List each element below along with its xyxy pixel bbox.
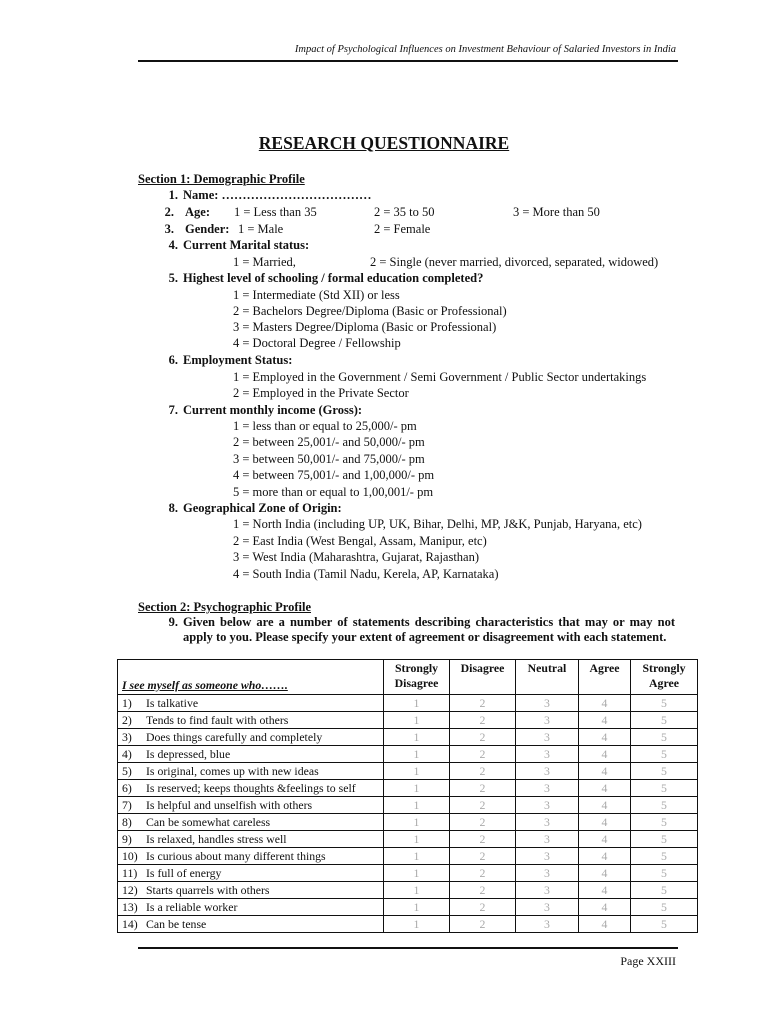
rating-option-2[interactable]: 2: [450, 865, 516, 882]
q5-option-1: 1 = Intermediate (Std XII) or less: [233, 288, 400, 302]
statement-number: 1): [122, 695, 132, 710]
rating-option-4[interactable]: 4: [579, 831, 631, 848]
rating-option-3[interactable]: 3: [516, 746, 579, 763]
rating-option-1[interactable]: 1: [384, 848, 450, 865]
col-agree: Agree: [579, 660, 631, 695]
rating-option-1[interactable]: 1: [384, 865, 450, 882]
q5-number: 5.: [168, 271, 178, 285]
statement-text: Is relaxed, handles stress well: [146, 831, 287, 846]
q4-number: 4.: [168, 238, 178, 252]
table-row: [118, 712, 698, 729]
statement-number: 5): [122, 763, 132, 778]
rating-option-5[interactable]: 5: [631, 831, 698, 848]
rating-option-2[interactable]: 2: [450, 899, 516, 916]
q7-option-4: 4 = between 75,001/- and 1,00,000/- pm: [233, 468, 435, 482]
table-row: [118, 865, 698, 882]
table-row: [118, 916, 698, 933]
rating-option-2[interactable]: 2: [450, 712, 516, 729]
statement-cell: [118, 899, 384, 916]
section-1-heading: Section 1: Demographic Profile: [138, 172, 305, 186]
rating-option-4[interactable]: 4: [579, 882, 631, 899]
col-strongly-disagree: Strongly Disagree: [384, 660, 450, 695]
q1-name-label: Name: ………………………………: [183, 188, 372, 202]
rating-option-3[interactable]: 3: [516, 848, 579, 865]
statement-text: Can be somewhat careless: [146, 814, 271, 829]
statement-number: 6): [122, 780, 132, 795]
rating-option-3[interactable]: 3: [516, 865, 579, 882]
statement-number: 9): [122, 831, 132, 846]
q7-option-3: 3 = between 50,001/- and 75,000/- pm: [233, 452, 425, 466]
rating-option-1[interactable]: 1: [384, 746, 450, 763]
statement-stem: I see myself as someone who…….: [118, 660, 384, 695]
rating-option-1[interactable]: 1: [384, 797, 450, 814]
rating-option-4[interactable]: 4: [579, 797, 631, 814]
page-number: Page XXIII: [620, 954, 676, 968]
rating-option-3[interactable]: 3: [516, 797, 579, 814]
q2-age-label: Age:: [185, 205, 210, 219]
q8-number: 8.: [168, 501, 178, 515]
table-row: [118, 848, 698, 865]
table-header-row: [118, 660, 698, 695]
col-strongly-agree: Strongly Agree: [631, 660, 698, 695]
rating-option-4[interactable]: 4: [579, 848, 631, 865]
statement-text: Is full of energy: [146, 865, 222, 880]
statement-text: Does things carefully and completely: [146, 729, 323, 744]
rating-option-2[interactable]: 2: [450, 831, 516, 848]
rating-option-3[interactable]: 3: [516, 780, 579, 797]
rating-option-2[interactable]: 2: [450, 729, 516, 746]
q8-option-2: 2 = East India (West Bengal, Assam, Manipur, etc): [233, 534, 487, 548]
statement-cell: [118, 763, 384, 780]
table-row: [118, 797, 698, 814]
rating-option-3[interactable]: 3: [516, 695, 579, 712]
rating-option-3[interactable]: 3: [516, 916, 579, 933]
rating-option-4[interactable]: 4: [579, 780, 631, 797]
table-row: [118, 882, 698, 899]
rating-option-4[interactable]: 4: [579, 899, 631, 916]
document-title: RESEARCH QUESTIONNAIRE: [258, 133, 510, 153]
statement-cell: [118, 882, 384, 899]
rating-option-5[interactable]: 5: [631, 763, 698, 780]
rating-option-4[interactable]: 4: [579, 729, 631, 746]
rating-option-2[interactable]: 2: [450, 695, 516, 712]
q9-instructions: Given below are a number of statements describing characteristics that may or may not apply to you. Please specify your extent of agreement or disagreement with each statement.: [183, 615, 675, 644]
statement-text: Starts quarrels with others: [146, 882, 270, 897]
q5-option-4: 4 = Doctoral Degree / Fellowship: [233, 336, 401, 350]
table-row: [118, 899, 698, 916]
rating-option-3[interactable]: 3: [516, 712, 579, 729]
rating-option-5[interactable]: 5: [631, 780, 698, 797]
rating-option-5[interactable]: 5: [631, 916, 698, 933]
statement-number: 3): [122, 729, 132, 744]
q7-income-label: Current monthly income (Gross):: [183, 403, 363, 417]
q3-gender-label: Gender:: [185, 222, 230, 236]
rating-option-3[interactable]: 3: [516, 763, 579, 780]
running-header: Impact of Psychological Influences on Investment Behaviour of Salaried Investors in India: [294, 44, 676, 55]
statement-cell: [118, 848, 384, 865]
table-row: [118, 729, 698, 746]
statement-number: 12): [122, 882, 138, 897]
statement-number: 7): [122, 797, 132, 812]
rating-option-2[interactable]: 2: [450, 763, 516, 780]
rating-option-1[interactable]: 1: [384, 729, 450, 746]
q4-option-2: 2 = Single (never married, divorced, separated, widowed): [370, 255, 659, 269]
statement-text: Is original, comes up with new ideas: [146, 763, 319, 778]
rating-option-1[interactable]: 1: [384, 695, 450, 712]
statement-cell: [118, 814, 384, 831]
q8-option-1: 1 = North India (including UP, UK, Bihar, Delhi, MP, J&K, Punjab, Haryana, etc): [233, 517, 642, 531]
statement-number: 11): [122, 865, 138, 880]
rating-option-5[interactable]: 5: [631, 797, 698, 814]
statement-text: Is reserved; keeps thoughts &feelings to self: [146, 780, 356, 795]
table-row: [118, 763, 698, 780]
rating-option-5[interactable]: 5: [631, 814, 698, 831]
q8-option-4: 4 = South India (Tamil Nadu, Kerela, AP, Karnataka): [233, 567, 499, 581]
rating-option-1[interactable]: 1: [384, 899, 450, 916]
q2-number: 2.: [164, 205, 174, 219]
statement-text: Tends to find fault with others: [146, 712, 289, 727]
rating-option-5[interactable]: 5: [631, 865, 698, 882]
rating-option-1[interactable]: 1: [384, 814, 450, 831]
rating-option-3[interactable]: 3: [516, 831, 579, 848]
q8-zone-label: Geographical Zone of Origin:: [183, 501, 342, 515]
statement-number: 2): [122, 712, 132, 727]
rating-option-4[interactable]: 4: [579, 712, 631, 729]
rating-option-4[interactable]: 4: [579, 763, 631, 780]
statement-number: 10): [122, 848, 138, 863]
rating-option-2[interactable]: 2: [450, 797, 516, 814]
statement-number: 8): [122, 814, 132, 829]
rating-option-3[interactable]: 3: [516, 729, 579, 746]
q6-number: 6.: [168, 353, 178, 367]
rating-option-2[interactable]: 2: [450, 780, 516, 797]
q3-option-1: 1 = Male: [238, 222, 284, 236]
rating-option-2[interactable]: 2: [450, 848, 516, 865]
rating-option-5[interactable]: 5: [631, 899, 698, 916]
table-row: [118, 814, 698, 831]
statement-text: Can be tense: [146, 916, 207, 931]
rating-option-4[interactable]: 4: [579, 865, 631, 882]
rating-option-4[interactable]: 4: [579, 695, 631, 712]
rating-option-2[interactable]: 2: [450, 746, 516, 763]
rating-option-1[interactable]: 1: [384, 780, 450, 797]
rating-option-1[interactable]: 1: [384, 882, 450, 899]
rating-option-2[interactable]: 2: [450, 814, 516, 831]
q2-option-2: 2 = 35 to 50: [374, 205, 435, 219]
rating-option-4[interactable]: 4: [579, 746, 631, 763]
table-row: [118, 746, 698, 763]
q2-option-3: 3 = More than 50: [513, 205, 600, 219]
q2-option-1: 1 = Less than 35: [234, 205, 317, 219]
rating-option-3[interactable]: 3: [516, 814, 579, 831]
q8-option-3: 3 = West India (Maharashtra, Gujarat, Rajasthan): [233, 550, 480, 564]
statement-cell: [118, 780, 384, 797]
q3-option-2: 2 = Female: [374, 222, 431, 236]
rating-option-4[interactable]: 4: [579, 814, 631, 831]
statement-text: Is helpful and unselfish with others: [146, 797, 313, 812]
q5-education-label: Highest level of schooling / formal education completed?: [183, 271, 484, 285]
q3-number: 3.: [164, 222, 174, 236]
header-divider: [138, 60, 678, 62]
statement-cell: [118, 797, 384, 814]
statement-cell: [118, 916, 384, 933]
rating-option-1[interactable]: 1: [384, 763, 450, 780]
q7-number: 7.: [168, 403, 178, 417]
rating-option-3[interactable]: 3: [516, 882, 579, 899]
col-disagree: Disagree: [450, 660, 516, 695]
rating-option-5[interactable]: 5: [631, 882, 698, 899]
rating-option-5[interactable]: 5: [631, 712, 698, 729]
footer-divider: [138, 947, 678, 949]
statement-cell: [118, 746, 384, 763]
statement-text: Is a reliable worker: [146, 899, 238, 914]
statement-text: Is talkative: [146, 695, 199, 710]
q7-option-1: 1 = less than or equal to 25,000/- pm: [233, 419, 417, 433]
rating-option-1[interactable]: 1: [384, 831, 450, 848]
personality-scale-table: [117, 659, 698, 933]
section-2-heading: Section 2: Psychographic Profile: [138, 600, 312, 614]
rating-option-1[interactable]: 1: [384, 916, 450, 933]
statement-cell: [118, 695, 384, 712]
statement-cell: [118, 729, 384, 746]
table-row: [118, 695, 698, 712]
statement-cell: [118, 712, 384, 729]
q1-number: 1.: [168, 188, 178, 202]
rating-option-1[interactable]: 1: [384, 712, 450, 729]
q5-option-2: 2 = Bachelors Degree/Diploma (Basic or Professional): [233, 304, 507, 318]
table-row: [118, 831, 698, 848]
rating-option-5[interactable]: 5: [631, 746, 698, 763]
q9-number: 9.: [168, 615, 178, 629]
q6-option-2: 2 = Employed in the Private Sector: [233, 386, 409, 400]
rating-option-5[interactable]: 5: [631, 729, 698, 746]
table-row: [118, 780, 698, 797]
q4-marital-label: Current Marital status:: [183, 238, 310, 252]
rating-option-4[interactable]: 4: [579, 916, 631, 933]
q6-option-1: 1 = Employed in the Government / Semi Government / Public Sector undertakings: [233, 370, 647, 384]
statement-text: Is depressed, blue: [146, 746, 231, 761]
rating-option-5[interactable]: 5: [631, 695, 698, 712]
statement-number: 4): [122, 746, 132, 761]
statement-cell: [118, 831, 384, 848]
q5-option-3: 3 = Masters Degree/Diploma (Basic or Professional): [233, 320, 497, 334]
rating-option-5[interactable]: 5: [631, 848, 698, 865]
statement-cell: [118, 865, 384, 882]
q4-option-1: 1 = Married,: [233, 255, 296, 269]
q7-option-5: 5 = more than or equal to 1,00,001/- pm: [233, 485, 434, 499]
rating-option-3[interactable]: 3: [516, 899, 579, 916]
statement-text: Is curious about many different things: [146, 848, 326, 863]
statement-number: 13): [122, 899, 138, 914]
q6-employment-label: Employment Status:: [183, 353, 293, 367]
rating-option-2[interactable]: 2: [450, 882, 516, 899]
rating-option-2[interactable]: 2: [450, 916, 516, 933]
col-neutral: Neutral: [516, 660, 579, 695]
statement-number: 14): [122, 916, 138, 931]
q7-option-2: 2 = between 25,001/- and 50,000/- pm: [233, 435, 425, 449]
